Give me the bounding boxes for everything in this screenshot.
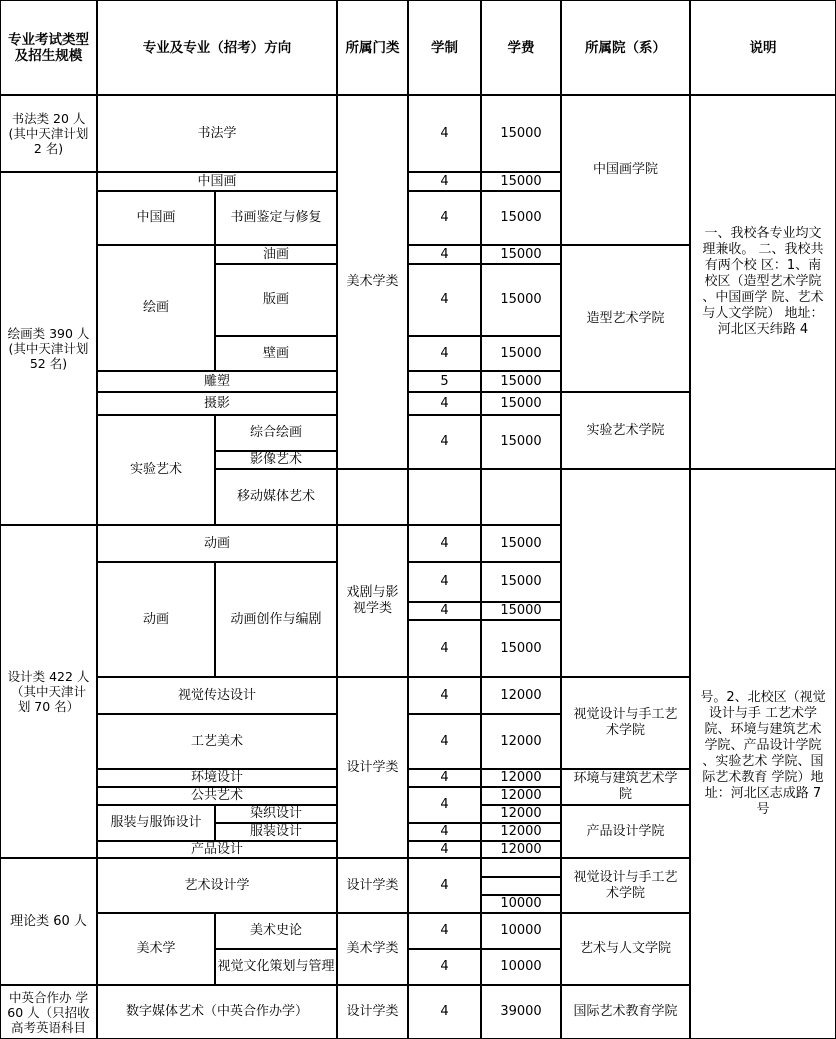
major-huanjing: 环境设计 xyxy=(190,770,243,785)
school-shijue: 视觉设计与手工艺 术学院 xyxy=(573,707,678,738)
fee-fuzhuang: 12000 xyxy=(500,824,542,839)
major-shijue: 视觉传达设计 xyxy=(177,687,256,703)
type-design: 设计类 422 人 （其中天津计 划 70 名） xyxy=(7,669,90,714)
major-zhongguohua: 中国画 xyxy=(197,173,237,189)
fee-shufa: 15000 xyxy=(500,125,542,141)
duration-jianding: 4 xyxy=(440,210,449,225)
fee-chanpin: 12000 xyxy=(500,841,542,857)
note-part2: 号。2、北校区（视觉 设计与手 工艺术学 院、环境与建筑艺术 学院、产品设计学院 、实验艺术 学院、国 际艺术教育 学院）地 址：河北区志成路 7 号 xyxy=(700,690,826,817)
fee-blank-b xyxy=(481,877,561,895)
header-major: 专业及专业（招考）方向 xyxy=(142,39,292,56)
category-fine-arts: 美术学类 xyxy=(346,274,399,289)
duration-blank xyxy=(408,469,481,525)
school-guoji: 国际艺术教育学院 xyxy=(573,1004,678,1019)
duration-donghua: 4 xyxy=(440,535,449,551)
header-duration: 学制 xyxy=(431,39,458,56)
duration-zgh: 4 xyxy=(440,173,449,189)
category-drama: 戏剧与影 视学类 xyxy=(346,585,399,616)
major-shilun: 美术史论 xyxy=(249,923,302,938)
major-gonggong: 公共艺术 xyxy=(190,788,243,803)
major-cehua: 视觉文化策划与管理 xyxy=(217,959,335,974)
header-note: 说明 xyxy=(749,39,777,56)
major-yishusheji: 艺术设计学 xyxy=(184,877,250,893)
fee-shijue: 12000 xyxy=(500,687,542,703)
major-meishuxue-group: 美术学 xyxy=(136,941,176,956)
duration-banhua: 4 xyxy=(440,292,449,307)
fee-zgh: 15000 xyxy=(500,173,542,189)
major-zhongguohua-group: 中国画 xyxy=(136,210,176,225)
school-chanpin: 产品设计学院 xyxy=(586,823,665,839)
category-design-theory: 设计学类 xyxy=(346,877,399,893)
major-banhua: 版画 xyxy=(262,292,289,307)
fee-blank xyxy=(481,469,561,525)
major-jianding: 书画鉴定与修复 xyxy=(230,210,322,225)
major-bihua: 壁画 xyxy=(262,345,289,361)
duration-sheying: 4 xyxy=(440,395,449,411)
major-fuzhuang: 服装设计 xyxy=(249,824,302,839)
duration-gongyi: 4 xyxy=(440,733,449,749)
duration-yishusheji: 4 xyxy=(440,877,449,893)
duration-chanpin: 4 xyxy=(440,841,449,857)
duration-fuzhuang: 4 xyxy=(440,824,449,839)
major-donghua-group: 动画 xyxy=(142,611,169,627)
school-huanjing: 环境与建筑艺术学 院 xyxy=(573,771,678,802)
fee-dh2: 15000 xyxy=(500,603,542,618)
fee-donghua: 15000 xyxy=(500,535,542,551)
duration-dh2: 4 xyxy=(440,603,449,618)
fee-ranzhi: 12000 xyxy=(500,806,542,821)
fee-zonghe: 15000 xyxy=(500,434,542,449)
header-fee: 学费 xyxy=(507,39,535,56)
school-renwen: 艺术与人文学院 xyxy=(579,941,671,956)
fee-gongyi: 12000 xyxy=(500,733,542,749)
fee-shilun: 10000 xyxy=(500,923,542,938)
type-painting: 绘画类 390 人 (其中天津计划 52 名) xyxy=(7,326,90,371)
major-diaosu: 雕塑 xyxy=(203,373,230,389)
fee-diaosu: 15000 xyxy=(500,373,542,389)
duration-dh1: 4 xyxy=(440,574,449,589)
duration-gonggong-ranzhi: 4 xyxy=(440,797,449,812)
duration-shijue: 4 xyxy=(440,687,449,703)
major-huihua-group: 绘画 xyxy=(142,300,169,315)
school-shiyan: 实验艺术学院 xyxy=(586,422,665,438)
type-theory: 理论类 60 人 xyxy=(10,913,87,929)
fee-huanjing: 12000 xyxy=(500,770,542,785)
major-shiyan-group: 实验艺术 xyxy=(129,462,182,477)
fee-sheying: 15000 xyxy=(500,395,542,411)
duration-youhua: 4 xyxy=(440,246,449,262)
school-zaoxing: 造型艺术学院 xyxy=(586,310,665,326)
major-gongyi: 工艺美术 xyxy=(190,733,243,749)
fee-youhua: 15000 xyxy=(500,246,542,262)
duration-shuzi: 4 xyxy=(440,1004,449,1019)
major-shufaxue: 书法学 xyxy=(197,125,237,141)
major-ranzhi: 染织设计 xyxy=(249,806,302,821)
type-calligraphy: 书法类 20 人 (其中天津计划 2 名) xyxy=(8,111,89,156)
major-yidong: 移动媒体艺术 xyxy=(236,489,315,504)
school-shijue-theory: 视觉设计与手工艺 术学院 xyxy=(573,869,678,901)
fee-jianding: 15000 xyxy=(500,210,542,225)
duration-huanjing: 4 xyxy=(440,770,449,785)
major-chuangzuo: 动画创作与编剧 xyxy=(230,611,322,627)
fee-bihua: 15000 xyxy=(500,345,542,361)
duration-shilun: 4 xyxy=(440,923,449,938)
fee-banhua: 15000 xyxy=(500,292,542,307)
duration-shufa: 4 xyxy=(440,125,449,141)
fee-gonggong: 12000 xyxy=(500,788,542,803)
header-category: 所属门类 xyxy=(345,39,400,56)
school-zhongguohua: 中国画学院 xyxy=(592,162,658,177)
fee-cehua: 10000 xyxy=(500,959,542,974)
duration-dh3: 4 xyxy=(440,640,449,656)
major-fuzhuang-group: 服装与服饰设计 xyxy=(110,815,202,830)
major-youhua: 油画 xyxy=(262,246,289,262)
duration-diaosu: 5 xyxy=(440,373,449,389)
category-design: 设计学类 xyxy=(346,759,399,775)
major-sheying: 摄影 xyxy=(203,395,230,411)
category-fine-arts-theory: 美术学类 xyxy=(346,941,399,956)
type-sino: 中英合作办 学 60 人（只招收 高考英语科目 xyxy=(7,989,90,1035)
major-donghua: 动画 xyxy=(203,535,230,551)
school-blank xyxy=(561,469,690,677)
major-zonghe: 综合绘画 xyxy=(249,425,302,440)
duration-bihua: 4 xyxy=(440,345,449,361)
major-yingxiang: 影像艺术 xyxy=(249,452,302,467)
fee-shuzi: 39000 xyxy=(500,1004,542,1019)
note-part1: 一、我校各专业均文 理兼收。 二、我校共 有两个校 区：1、南 校区（造型艺术学院 、中国画学 院、艺术 与人文学院） 地址： 河北区天纬路 4 xyxy=(702,226,824,337)
header-type: 专业考试类型 及招生规模 xyxy=(8,31,89,64)
fee-dh3: 15000 xyxy=(500,640,542,656)
category-design-sino: 设计学类 xyxy=(346,1004,399,1019)
major-shuzi: 数字媒体艺术（中英合作办学） xyxy=(125,1004,308,1019)
header-school: 所属院（系） xyxy=(585,39,666,56)
category-blank xyxy=(337,469,408,525)
fee-yishusheji: 10000 xyxy=(500,896,542,911)
fee-blank-a xyxy=(481,858,561,877)
duration-cehua: 4 xyxy=(440,959,449,974)
duration-zonghe: 4 xyxy=(440,434,449,449)
major-chanpin: 产品设计 xyxy=(190,841,243,857)
fee-dh1: 15000 xyxy=(500,574,542,589)
